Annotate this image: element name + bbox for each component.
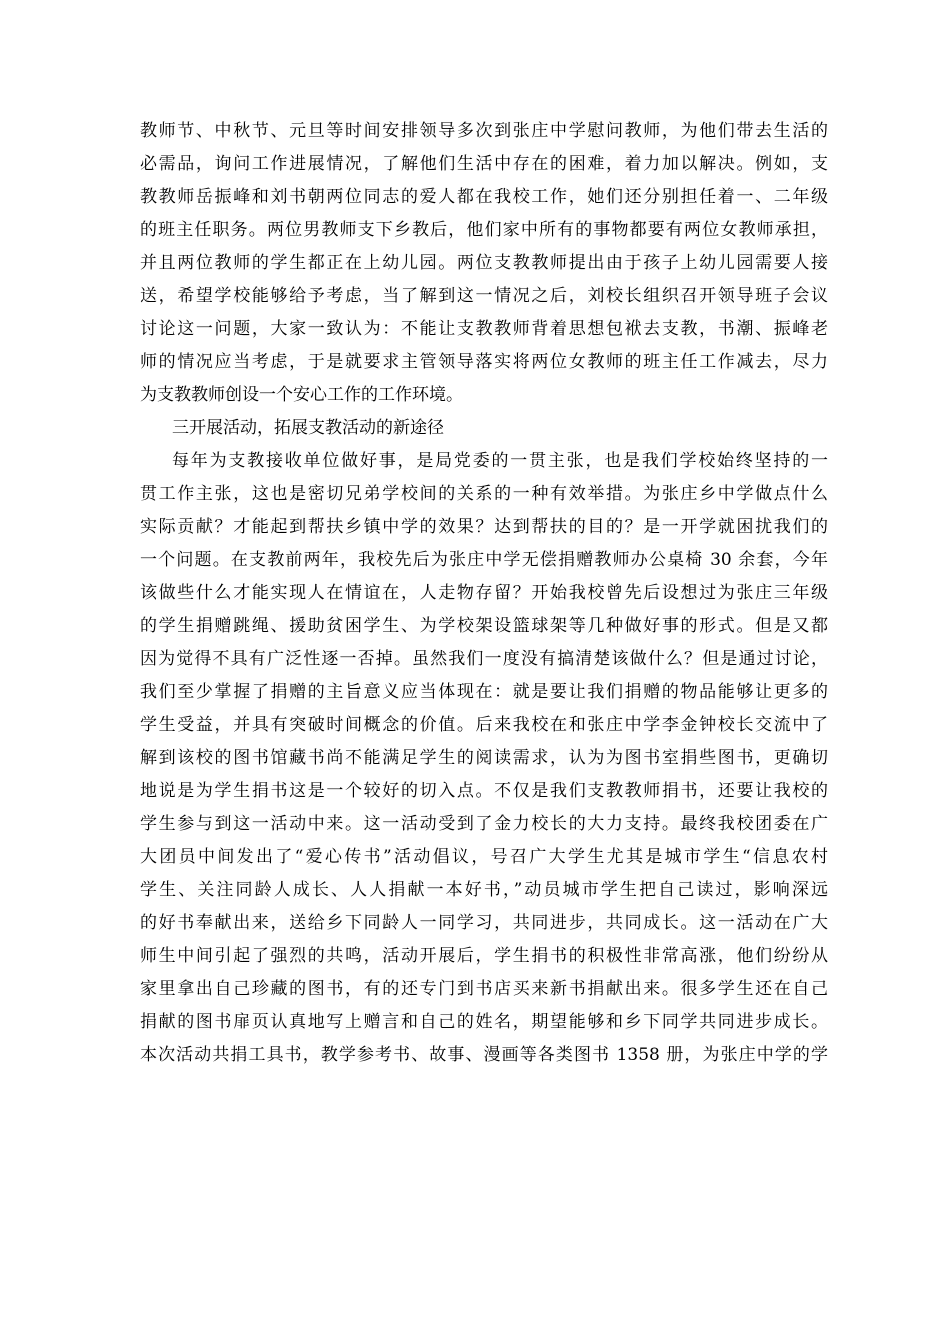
text-line: 一个问题。在支教前两年，我校先后为张庄中学无偿捐赠教师办公桌椅 30 余套，今年	[140, 550, 828, 570]
text-line: 大团员中间发出了“爱心传书”活动倡议，号召广大学生尤其是城市学生“信息农村	[140, 847, 828, 867]
text-line: 我们至少掌握了捐赠的主旨意义应当体现在：就是要让我们捐赠的物品能够让更多的	[140, 682, 828, 702]
text-line: 学生参与到这一活动中来。这一活动受到了金力校长的大力支持。最终我校团委在广	[140, 814, 828, 834]
text-line: 实际贡献？才能起到帮扶乡镇中学的效果？达到帮扶的目的？是一开学就困扰我们的	[140, 517, 828, 537]
text-line: 讨论这一问题，大家一致认为：不能让支教教师背着思想包袱去支教，书潮、振峰老	[140, 319, 828, 339]
text-line: 该做些什么才能实现人在情谊在，人走物存留？开始我校曾先后设想过为张庄三年级	[140, 583, 828, 603]
section-heading: 三开展活动，拓展支教活动的新途径	[172, 418, 444, 438]
text-line: 解到该校的图书馆藏书尚不能满足学生的阅读需求，认为为图书室捐些图书，更确切	[140, 748, 828, 768]
text-line: 教教师岳振峰和刘书朝两位同志的爱人都在我校工作，她们还分别担任着一、二年级	[140, 187, 828, 207]
text-line: 送，希望学校能够给予考虑，当了解到这一情况之后，刘校长组织召开领导班子会议	[140, 286, 828, 306]
text-line: 每年为支教接收单位做好事，是局党委的一贯主张，也是我们学校始终坚持的一	[172, 451, 828, 471]
text-line: 本次活动共捐工具书，教学参考书、故事、漫画等各类图书 1358 册，为张庄中学的学	[140, 1045, 828, 1065]
text-line: 捐献的图书扉页认真地写上赠言和自己的姓名，期望能够和乡下同学共同进步成长。	[140, 1012, 828, 1032]
text-line: 为支教教师创设一个安心工作的工作环境。	[140, 385, 463, 405]
paragraph-2	[140, 445, 828, 1072]
document-page	[140, 115, 828, 1072]
text-line: 的班主任职务。两位男教师支下乡教后，他们家中所有的事物都要有两位女教师承担，	[140, 220, 828, 240]
text-line: 贯工作主张，这也是密切兄弟学校间的关系的一种有效举措。为张庄乡中学做点什么	[140, 484, 828, 504]
text-line: 的学生捐赠跳绳、援助贫困学生、为学校架设篮球架等几种做好事的形式。但是又都	[140, 616, 828, 636]
text-line: 学生受益，并具有突破时间概念的价值。后来我校在和张庄中学李金钟校长交流中了	[140, 715, 828, 735]
text-line: 家里拿出自己珍藏的图书，有的还专门到书店买来新书捐献出来。很多学生还在自己	[140, 979, 828, 999]
text-line: 师生中间引起了强烈的共鸣，活动开展后，学生捐书的积极性非常高涨，他们纷纷从	[140, 946, 828, 966]
paragraph-1	[140, 115, 828, 412]
text-line: 学生、关注同龄人成长、人人捐献一本好书，”动员城市学生把自己读过，影响深远	[140, 880, 828, 900]
text-line: 地说是为学生捐书这是一个较好的切入点。不仅是我们支教教师捐书，还要让我校的	[140, 781, 828, 801]
text-line: 并且两位教师的学生都正在上幼儿园。两位支教教师提出由于孩子上幼儿园需要人接	[140, 253, 828, 273]
text-line: 因为觉得不具有广泛性逐一否掉。虽然我们一度没有搞清楚该做什么？但是通过讨论，	[140, 649, 828, 669]
text-line: 教师节、中秋节、元旦等时间安排领导多次到张庄中学慰问教师，为他们带去生活的	[140, 121, 828, 141]
text-line: 必需品，询问工作进展情况，了解他们生活中存在的困难，着力加以解决。例如，支	[140, 154, 828, 174]
text-line: 的好书奉献出来，送给乡下同龄人一同学习，共同进步，共同成长。这一活动在广大	[140, 913, 828, 933]
text-line: 师的情况应当考虑，于是就要求主管领导落实将两位女教师的班主任工作减去，尽力	[140, 352, 828, 372]
